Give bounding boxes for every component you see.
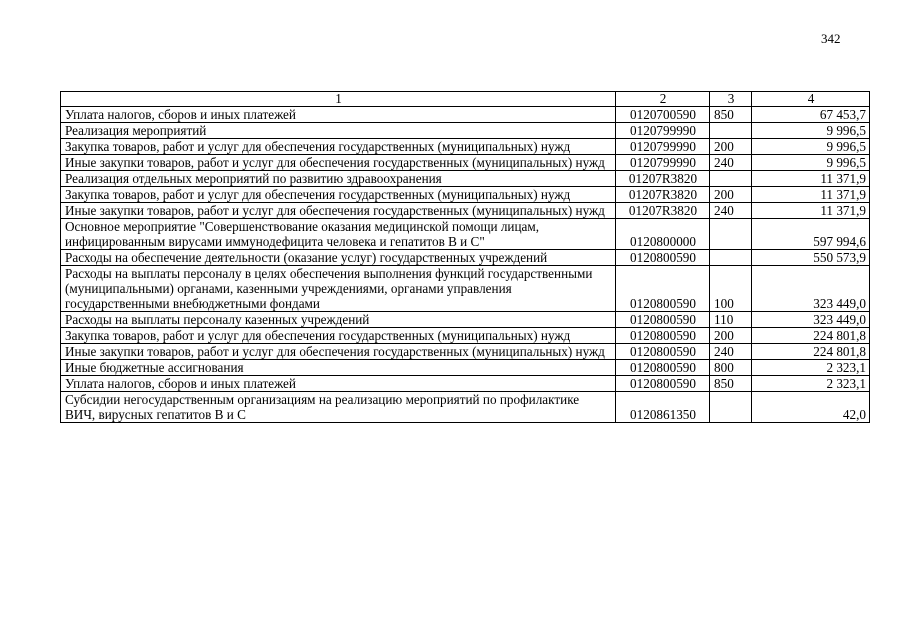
- row-vr-cell: 200: [710, 328, 752, 344]
- row-vr-cell: 110: [710, 312, 752, 328]
- page-number: 342: [821, 31, 841, 46]
- row-amount-cell: 323 449,0: [752, 312, 870, 328]
- row-vr-cell: [710, 171, 752, 187]
- row-vr-cell: 240: [710, 203, 752, 219]
- table-row: [61, 360, 870, 376]
- row-code-cell: 0120800590: [616, 312, 710, 328]
- row-name-cell: Уплата налогов, сборов и иных платежей: [61, 376, 616, 392]
- row-code-cell: 0120800590: [616, 250, 710, 266]
- table-row: [61, 107, 870, 123]
- row-name-cell: Расходы на выплаты персоналу в целях обеспечения выполнения функций государственными (муниципальными) органами, казенными учреждениями, органами управления государственными внебюджетными фондами: [61, 266, 616, 312]
- row-name-cell: Закупка товаров, работ и услуг для обеспечения государственных (муниципальных) нужд: [61, 139, 616, 155]
- row-vr-cell: [710, 392, 752, 423]
- row-code-cell: 0120799990: [616, 123, 710, 139]
- table-row: [61, 266, 870, 312]
- row-amount-cell: 67 453,7: [752, 107, 870, 123]
- row-name-cell: Расходы на обеспечение деятельности (оказание услуг) государственных учреждений: [61, 250, 616, 266]
- table-row: [61, 203, 870, 219]
- row-vr-cell: [710, 219, 752, 250]
- row-code-cell: 0120800590: [616, 328, 710, 344]
- header-cell-amount: 4: [752, 92, 870, 107]
- row-code-cell: 0120799990: [616, 155, 710, 171]
- row-name-cell: Иные закупки товаров, работ и услуг для обеспечения государственных (муниципальных) нужд: [61, 155, 616, 171]
- row-vr-cell: 200: [710, 187, 752, 203]
- row-amount-cell: 2 323,1: [752, 376, 870, 392]
- row-name-cell: Основное мероприятие "Совершенствование оказания медицинской помощи лицам, инфицированным вирусами иммунодефицита человека и гепатитов В и С": [61, 219, 616, 250]
- row-code-cell: 0120799990: [616, 139, 710, 155]
- header-cell-code: 2: [616, 92, 710, 107]
- row-amount-cell: 11 371,9: [752, 171, 870, 187]
- table-row: [61, 187, 870, 203]
- table-row: [61, 392, 870, 423]
- table-row: [61, 328, 870, 344]
- row-vr-cell: [710, 250, 752, 266]
- row-vr-cell: [710, 123, 752, 139]
- row-amount-cell: 2 323,1: [752, 360, 870, 376]
- row-code-cell: 01207R3820: [616, 203, 710, 219]
- row-code-cell: 0120800590: [616, 344, 710, 360]
- row-vr-cell: 800: [710, 360, 752, 376]
- row-vr-cell: 850: [710, 107, 752, 123]
- row-amount-cell: 224 801,8: [752, 344, 870, 360]
- table-row: [61, 376, 870, 392]
- row-code-cell: 0120700590: [616, 107, 710, 123]
- table-row: [61, 155, 870, 171]
- row-vr-cell: 100: [710, 266, 752, 312]
- row-name-cell: Закупка товаров, работ и услуг для обеспечения государственных (муниципальных) нужд: [61, 187, 616, 203]
- row-code-cell: 0120800590: [616, 266, 710, 312]
- row-amount-cell: 224 801,8: [752, 328, 870, 344]
- row-code-cell: 0120800000: [616, 219, 710, 250]
- row-code-cell: 0120800590: [616, 376, 710, 392]
- row-name-cell: Реализация мероприятий: [61, 123, 616, 139]
- row-name-cell: Иные закупки товаров, работ и услуг для обеспечения государственных (муниципальных) нужд: [61, 344, 616, 360]
- row-amount-cell: 9 996,5: [752, 123, 870, 139]
- table-row: [61, 219, 870, 250]
- table-row: [61, 123, 870, 139]
- row-name-cell: Закупка товаров, работ и услуг для обеспечения государственных (муниципальных) нужд: [61, 328, 616, 344]
- row-vr-cell: 240: [710, 344, 752, 360]
- row-code-cell: 0120800590: [616, 360, 710, 376]
- row-amount-cell: 9 996,5: [752, 139, 870, 155]
- row-amount-cell: 550 573,9: [752, 250, 870, 266]
- header-cell-name: 1: [61, 92, 616, 107]
- row-code-cell: 01207R3820: [616, 171, 710, 187]
- row-amount-cell: 323 449,0: [752, 266, 870, 312]
- table-row: [61, 344, 870, 360]
- row-name-cell: Уплата налогов, сборов и иных платежей: [61, 107, 616, 123]
- row-code-cell: 01207R3820: [616, 187, 710, 203]
- row-amount-cell: 11 371,9: [752, 203, 870, 219]
- table-row: [61, 312, 870, 328]
- row-amount-cell: 11 371,9: [752, 187, 870, 203]
- row-amount-cell: 9 996,5: [752, 155, 870, 171]
- row-name-cell: Расходы на выплаты персоналу казенных учреждений: [61, 312, 616, 328]
- row-name-cell: Иные бюджетные ассигнования: [61, 360, 616, 376]
- row-name-cell: Субсидии негосударственным организациям на реализацию мероприятий по профилактике ВИЧ, вирусных гепатитов В и С: [61, 392, 616, 423]
- table-header-row: [61, 92, 870, 107]
- table-row: [61, 250, 870, 266]
- row-vr-cell: 200: [710, 139, 752, 155]
- row-vr-cell: 850: [710, 376, 752, 392]
- row-amount-cell: 597 994,6: [752, 219, 870, 250]
- row-code-cell: 0120861350: [616, 392, 710, 423]
- header-cell-vr: 3: [710, 92, 752, 107]
- row-name-cell: Иные закупки товаров, работ и услуг для обеспечения государственных (муниципальных) нужд: [61, 203, 616, 219]
- row-vr-cell: 240: [710, 155, 752, 171]
- row-name-cell: Реализация отдельных мероприятий по развитию здравоохранения: [61, 171, 616, 187]
- row-amount-cell: 42,0: [752, 392, 870, 423]
- table-row: [61, 171, 870, 187]
- budget-table: [60, 91, 870, 423]
- table-row: [61, 139, 870, 155]
